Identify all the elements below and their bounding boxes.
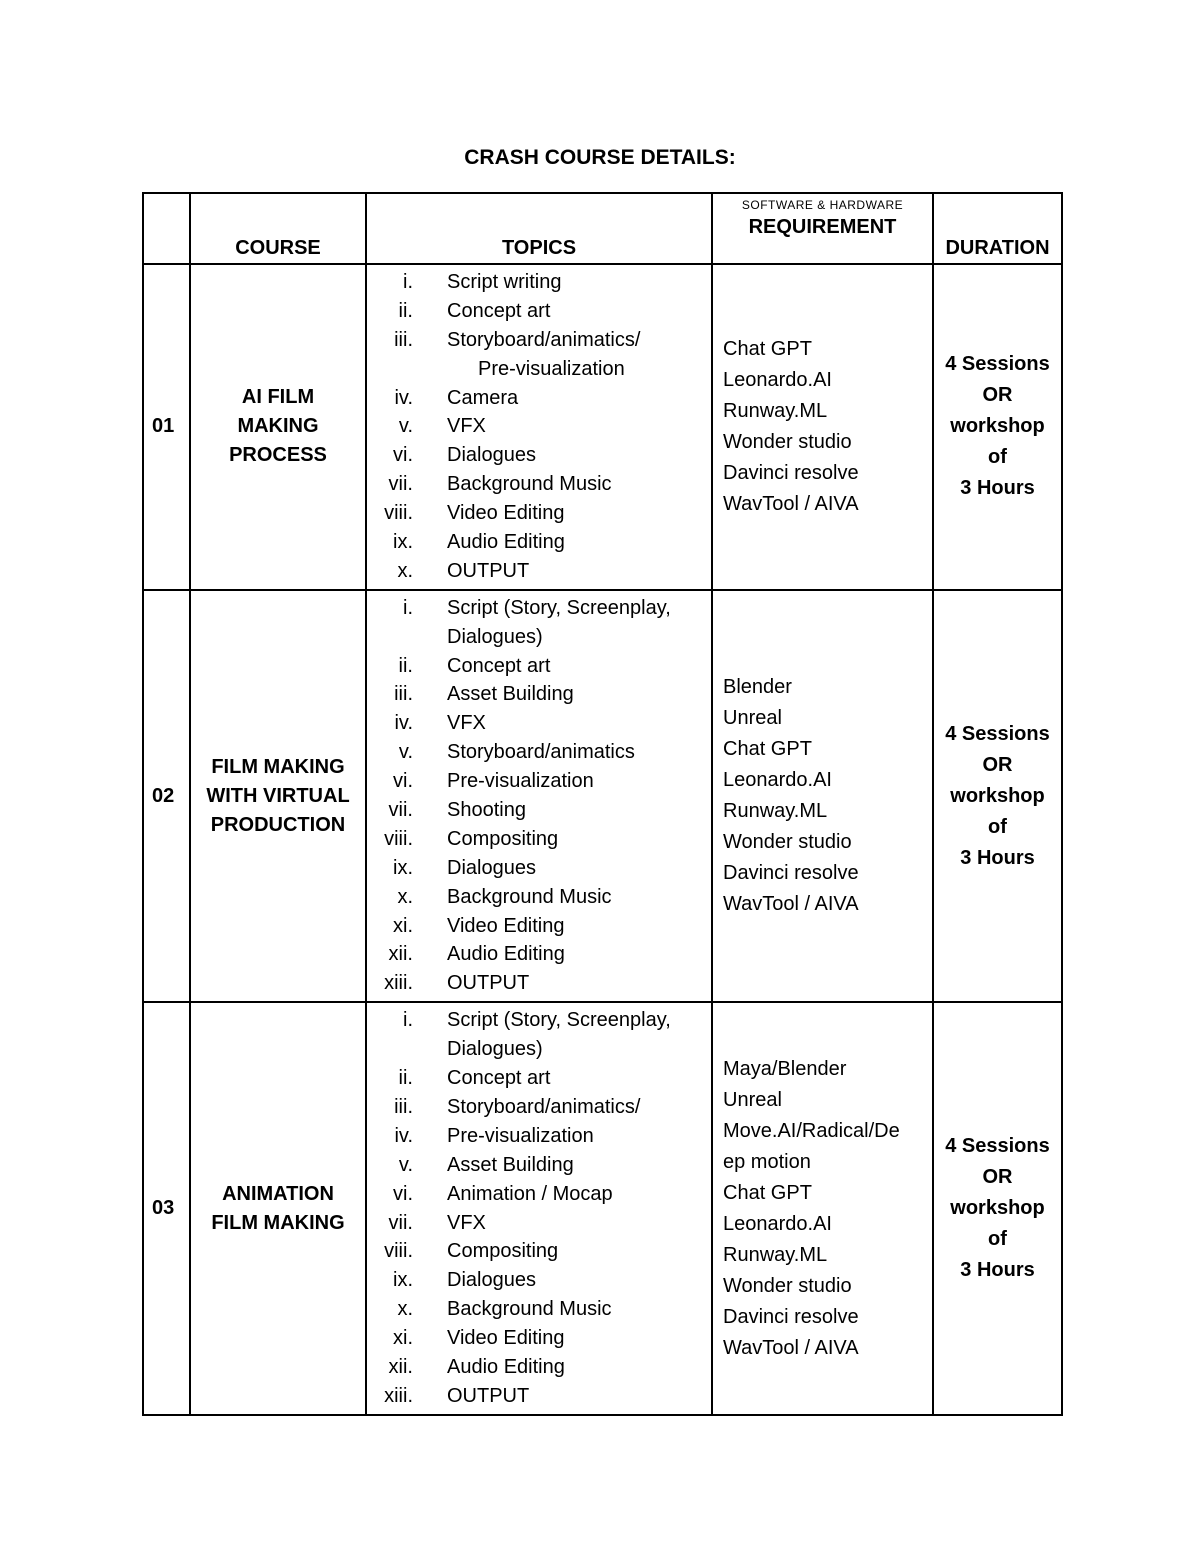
topic-text: Dialogues [447,1269,536,1292]
topic-item [367,854,711,883]
topic-text: Script (Story, Screenplay, [447,596,671,619]
duration-line: 3 Hours [960,1259,1035,1281]
header-topics: TOPICS [366,193,712,264]
topic-item [367,594,711,623]
topic-numeral: viii. [384,1240,413,1263]
course-number: 02 [143,590,190,1002]
duration-cell [933,590,1062,1002]
topic-item [367,384,711,413]
page-title: CRASH COURSE DETAILS: [464,146,736,169]
topic-text: Camera [447,386,519,409]
topic-text: Concept art [447,1067,551,1090]
topic-item [367,499,711,528]
topic-numeral: iii. [394,1095,413,1118]
topic-numeral: i. [403,271,413,293]
header-duration: DURATION [933,193,1062,264]
duration-cell [933,1002,1062,1414]
topic-item [367,825,711,854]
requirement-item: Runway.ML [723,399,828,422]
topic-list [366,264,712,590]
topic-text: Pre-visualization [447,1124,594,1147]
course-row [143,590,1062,1002]
topic-item [367,1266,711,1295]
requirement-item: Leonardo.AI [723,368,832,391]
topic-item [367,268,711,297]
course-name-line: AI FILM [241,386,315,409]
requirement-item: ep motion [723,1150,811,1173]
topic-numeral: xi. [393,1327,413,1350]
header-course: COURSE [190,193,366,264]
duration-line: of [988,1228,1007,1250]
topic-text: Video Editing [447,1327,565,1350]
requirement-item: Unreal [723,707,782,730]
header-number [143,193,190,264]
topic-text: Animation / Mocap [447,1182,613,1205]
topic-text: Storyboard/animatics [447,741,635,764]
duration-line: of [988,815,1007,838]
topic-numeral: v. [398,1153,413,1176]
course-name-line: MAKING [237,415,319,438]
topic-numeral: xii. [388,943,413,966]
header-row [143,193,1062,264]
topic-item [367,940,711,969]
topic-item [367,1324,711,1353]
topic-numeral: iv. [394,712,413,735]
topic-numeral: v. [398,415,413,438]
topic-text: Dialogues) [447,1038,543,1061]
requirement-item: Runway.ML [723,1243,828,1266]
topic-item [367,709,711,738]
topic-numeral: iv. [394,386,413,409]
topic-item [367,623,711,652]
course-name-line: FILM MAKING [211,1211,345,1234]
topic-numeral: ii. [398,299,413,322]
topic-item [367,441,711,470]
duration-line: 4 Sessions [945,1135,1050,1157]
topic-numeral: xiii. [384,972,413,995]
topic-numeral: ix. [393,531,413,554]
topic-text: Compositing [447,1240,559,1263]
topic-text: OUTPUT [447,972,530,995]
topic-numeral [367,355,413,384]
topic-item [367,1151,711,1180]
requirement-item: Unreal [723,1088,782,1111]
topic-numeral: x. [397,1298,413,1321]
requirement-item: WavTool / AIVA [723,1336,859,1359]
topic-item [367,1353,711,1382]
topic-text: OUTPUT [447,559,530,582]
topic-text: Concept art [447,654,551,677]
requirement-item: Wonder studio [723,831,852,854]
topic-item [367,326,711,355]
topic-numeral: x. [397,885,413,908]
header-requirement [712,193,933,264]
topic-numeral: vi. [393,1182,413,1205]
duration-line: 4 Sessions [945,722,1050,745]
topic-numeral: iii. [394,328,413,351]
topic-item [367,355,711,384]
requirement-item: WavTool / AIVA [723,893,859,916]
topic-item [367,912,711,941]
topic-list [366,1002,712,1414]
topic-list [366,590,712,1002]
course-name-line: FILM MAKING [211,755,345,778]
topic-numeral: vii. [388,473,413,496]
topic-text: Audio Editing [447,943,565,966]
course-row [143,264,1062,590]
topic-item [367,297,711,326]
duration-cell [933,264,1062,590]
duration-line: 3 Hours [960,846,1035,869]
topic-text: Background Music [447,473,612,496]
topic-item [367,412,711,441]
topic-text: Asset Building [447,683,574,706]
requirement-list [712,590,933,1002]
course-name-line: ANIMATION [222,1182,334,1205]
topic-item [367,1382,711,1411]
topic-item [367,680,711,709]
topic-numeral [367,623,413,652]
topic-numeral: i. [403,1009,413,1032]
topic-item [367,1064,711,1093]
requirement-item: Wonder studio [723,1274,852,1297]
topic-text: Script (Story, Screenplay, [447,1009,671,1032]
topic-numeral: viii. [384,502,413,525]
topic-text: Video Editing [447,914,565,937]
topic-text: VFX [447,712,486,735]
requirement-item: WavTool / AIVA [723,492,859,515]
topic-item [367,738,711,767]
topic-numeral: v. [398,741,413,764]
topic-text: Video Editing [447,502,565,525]
topic-numeral [367,1035,413,1064]
course-name [190,1002,366,1414]
requirement-item: Runway.ML [723,800,828,823]
topic-numeral: xiii. [384,1384,413,1407]
topic-numeral: viii. [384,827,413,850]
topic-item [367,528,711,557]
duration-line: OR [982,753,1013,776]
requirement-item: Leonardo.AI [723,769,832,792]
topic-text: Background Music [447,1298,612,1321]
topic-numeral: xii. [388,1355,413,1378]
topic-text: VFX [447,1211,486,1234]
requirement-item: Maya/Blender [723,1057,847,1080]
requirement-item: Move.AI/Radical/De [723,1119,900,1142]
topic-numeral: vi. [393,770,413,793]
topic-item [367,969,711,998]
requirement-item: Chat GPT [723,1181,812,1204]
topic-item [367,557,711,586]
requirement-list [712,1002,933,1414]
topic-text: Pre-visualization [478,357,625,380]
topic-item [367,1180,711,1209]
duration-line: workshop [950,415,1045,438]
topic-numeral: vii. [388,1211,413,1234]
topic-text: Script writing [447,271,562,293]
course-row [143,1002,1062,1414]
topic-numeral: ii. [398,1067,413,1090]
topic-numeral: xi. [393,914,413,937]
topic-text: Audio Editing [447,531,565,554]
topic-text: Background Music [447,885,612,908]
topic-text: Storyboard/animatics/ [447,328,641,351]
topic-text: VFX [447,415,486,438]
course-number: 03 [143,1002,190,1414]
requirement-item: Chat GPT [723,337,812,360]
topic-numeral: ix. [393,856,413,879]
topic-item [367,1122,711,1151]
topic-item [367,470,711,499]
topic-numeral: ix. [393,1269,413,1292]
topic-numeral: i. [403,596,413,619]
topic-item [367,1237,711,1266]
requirement-item: Leonardo.AI [723,1212,832,1235]
topic-numeral: x. [397,559,413,582]
course-name [190,590,366,1002]
topic-item [367,1295,711,1324]
duration-line: workshop [950,784,1045,807]
duration-line: OR [982,1166,1013,1188]
course-name-line: PROCESS [229,444,327,467]
topic-numeral: ii. [398,654,413,677]
topic-text: OUTPUT [447,1384,530,1407]
topic-text: Storyboard/animatics/ [447,1095,641,1118]
requirement-item: Chat GPT [723,738,812,761]
requirement-item: Davinci resolve [723,1305,859,1328]
duration-line: 3 Hours [960,477,1035,500]
topic-text: Compositing [447,827,559,850]
topic-item [367,767,711,796]
topic-text: Shooting [447,799,526,822]
duration-line: 4 Sessions [945,353,1050,376]
topic-item [367,1093,711,1122]
topic-text: Dialogues [447,856,536,879]
requirement-list [712,264,933,590]
topic-item [367,796,711,825]
topic-item [367,1035,711,1064]
topic-item [367,1006,711,1035]
course-name [190,264,366,590]
topic-text: Dialogues [447,444,536,467]
topic-text: Audio Editing [447,1355,565,1378]
topic-item [367,883,711,912]
requirement-item: Davinci resolve [723,862,859,885]
topic-numeral: iv. [394,1124,413,1147]
header-requirement-main: REQUIREMENT [748,216,897,238]
topic-text: Concept art [447,299,551,322]
course-number: 01 [143,264,190,590]
topic-numeral: vii. [388,799,413,822]
requirement-item: Davinci resolve [723,461,859,484]
duration-line: workshop [950,1197,1045,1219]
topic-text: Dialogues) [447,625,543,648]
topic-numeral: vi. [393,444,413,467]
header-requirement-sub: SOFTWARE & HARDWARE [741,198,904,212]
course-name-line: WITH VIRTUAL [206,784,350,807]
requirement-item: Wonder studio [723,430,852,453]
topic-text: Pre-visualization [447,770,594,793]
topic-text: Asset Building [447,1153,574,1176]
duration-line: of [988,446,1007,469]
course-table [142,192,1063,1416]
course-name-line: PRODUCTION [210,813,346,836]
requirement-item: Blender [723,676,792,699]
topic-item [367,1209,711,1238]
topic-numeral: iii. [394,683,413,706]
topic-item [367,652,711,681]
duration-line: OR [982,384,1013,407]
